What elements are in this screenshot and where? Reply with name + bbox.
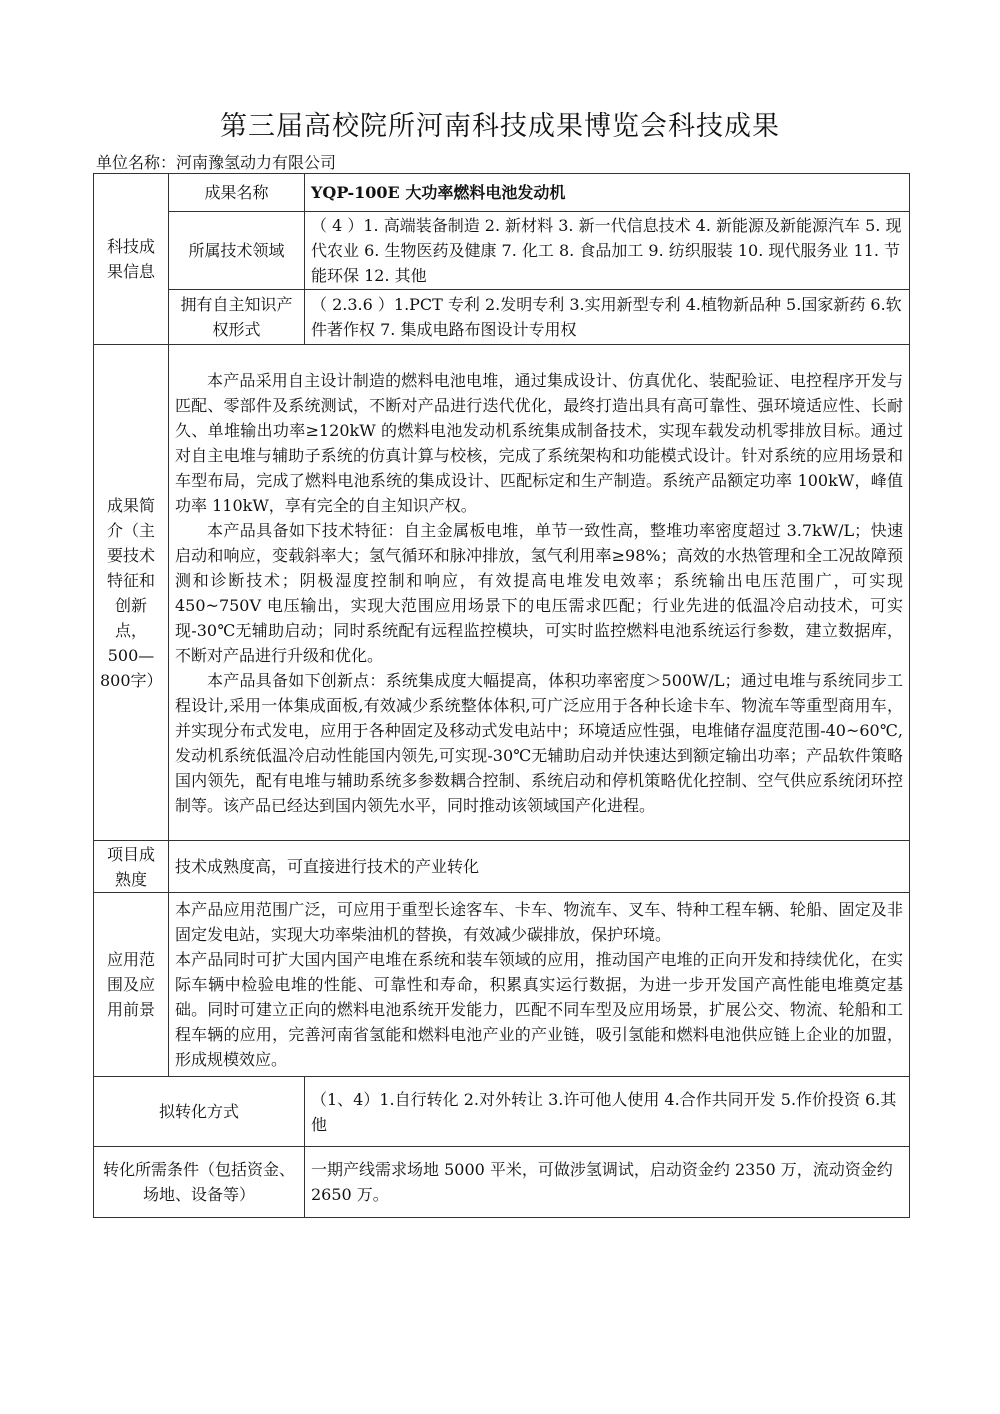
page-title: 第三届高校院所河南科技成果博览会科技成果 bbox=[220, 111, 780, 142]
name-value: YQP-100E 大功率燃料电池发动机 bbox=[305, 174, 910, 212]
application-category: 应用范围及应用前景 bbox=[94, 893, 169, 1077]
unit-line bbox=[96, 150, 336, 173]
achievement-table bbox=[93, 173, 910, 1218]
ip-label: 拥有自主知识产权形式 bbox=[169, 290, 305, 345]
row-maturity bbox=[94, 841, 910, 893]
row-conditions bbox=[94, 1147, 910, 1218]
intro-paragraph-1: 本产品采用自主设计制造的燃料电池电堆，通过集成设计、仿真优化、装配验证、电控程序开发与匹配、零部件及系统测试，不断对产品进行迭代优化，最终打造出具有高可靠性、强环境适应性、长耐久、单堆输出功率≥120kW 的燃料电池发动机系统集成制备技术，实现车载发动机零排放目标。通过对自主电堆与辅助子系统的仿真计算与校核，完成了系统架构和功能模式设计。针对系统的应用场景和车型布局，完成了燃料电池系统的集成设计、匹配标定和生产制造。系统产品额定功率 100kW，峰值功率 110kW，享有完全的自主知识产权。 bbox=[175, 370, 903, 515]
maturity-category: 项目成熟度 bbox=[94, 841, 169, 893]
ip-value: （ 2.3.6 ）1.PCT 专利 2.发明专利 3.实用新型专利 4.植物新品种 5.国家新药 6.软件著作权 7. 集成电路布图设计专用权 bbox=[305, 290, 910, 345]
field-label: 所属技术领域 bbox=[169, 212, 305, 290]
row-ip bbox=[94, 290, 910, 345]
transfer-value: （1、4）1.自行转化 2.对外转让 3.许可他人使用 4.合作共同开发 5.作价投资 6.其他 bbox=[305, 1077, 910, 1147]
name-label: 成果名称 bbox=[169, 174, 305, 212]
conditions-label: 转化所需条件（包括资金、场地、设备等） bbox=[94, 1147, 305, 1218]
info-category-cell bbox=[94, 174, 169, 345]
row-application bbox=[94, 893, 910, 1077]
unit-label: 单位名称： bbox=[96, 153, 177, 172]
transfer-label: 拟转化方式 bbox=[94, 1077, 305, 1147]
conditions-value: 一期产线需求场地 5000 平米，可做涉氢调试，启动资金约 2350 万，流动资金约 2650 万。 bbox=[305, 1147, 910, 1218]
field-value: （ 4 ）1. 高端装备制造 2. 新材料 3. 新一代信息技术 4. 新能源及新能源汽车 5. 现代农业 6. 生物医药及健康 7. 化工 8. 食品加工 9. 纺织服装 10. 现代服务业 11. 节能环保 12. 其他 bbox=[305, 212, 910, 290]
row-transfer bbox=[94, 1077, 910, 1147]
info-category: 科技成果信息 bbox=[106, 237, 155, 281]
intro-content bbox=[169, 345, 910, 841]
application-content bbox=[169, 893, 910, 1077]
intro-paragraph-2: 本产品具备如下技术特征：自主金属板电堆，单节一致性高，整堆功率密度超过 3.7kW/L；快速启动和响应，变载斜率大；氢气循环和脉冲排放，氢气利用率≥98%；高效的水热管理和全工况故障预测和诊断技术；阴极湿度控制和响应，有效提高电堆发电效率；系统输出电压范围广，可实现 450~750V 电压输出，实现大范围应用场景下的电压需求匹配；行业先进的低温冷启动技术，可实现-30℃无辅助启动；同时系统配有远程监控模块，可实时监控燃料电池系统运行参数，建立数据库，不断对产品进行升级和优化。 bbox=[175, 520, 903, 665]
maturity-value: 技术成熟度高，可直接进行技术的产业转化 bbox=[169, 841, 910, 893]
intro-paragraph-3: 本产品具备如下创新点：系统集成度大幅提高，体积功率密度＞500W/L；通过电堆与系统同步工程设计,采用一体集成面板,有效减少系统整体体积,可广泛应用于各种长途卡车、物流车等重型商用车，并实现分布式发电，应用于各种固定及移动式发电站中；环境适应性强，电堆储存温度范围-40~60℃,发动机系统低温冷启动性能国内领先,可实现-30℃无辅助启动并快速达到额定输出功率；产品软件策略国内领先，配有电堆与辅助系统多参数耦合控制、系统启动和停机策略优化控制、空气供应系统闭环控制等。该产品已经达到国内领先水平，同时推动该领域国产化进程。 bbox=[175, 670, 903, 815]
application-paragraph-1: 本产品应用范围广泛，可应用于重型长途客车、卡车、物流车、叉车、特种工程车辆、轮船、固定及非固定发电站，实现大功率柴油机的替换，有效减少碳排放，保护环境。 bbox=[175, 900, 903, 944]
row-name bbox=[94, 174, 910, 212]
application-paragraph-2: 本产品同时可扩大国内国产电堆在系统和装车领域的应用，推动国产电堆的正向开发和持续优化，在实际车辆中检验电堆的性能、可靠性和寿命，积累真实运行数据，为进一步开发国产高性能电堆奠定基础。同时可建立正向的燃料电池系统开发能力，匹配不同车型及应用场景，扩展公交、物流、轮船和工程车辆的应用，完善河南省氢能和燃料电池产业的产业链，吸引氢能和燃料电池供应链上企业的加盟，形成规模效应。 bbox=[175, 950, 903, 1069]
row-field bbox=[94, 212, 910, 290]
unit-name: 河南豫氢动力有限公司 bbox=[176, 153, 337, 172]
intro-category: 成果简介（主要技术特征和创新点，500—800字） bbox=[94, 345, 169, 841]
row-intro bbox=[94, 345, 910, 841]
